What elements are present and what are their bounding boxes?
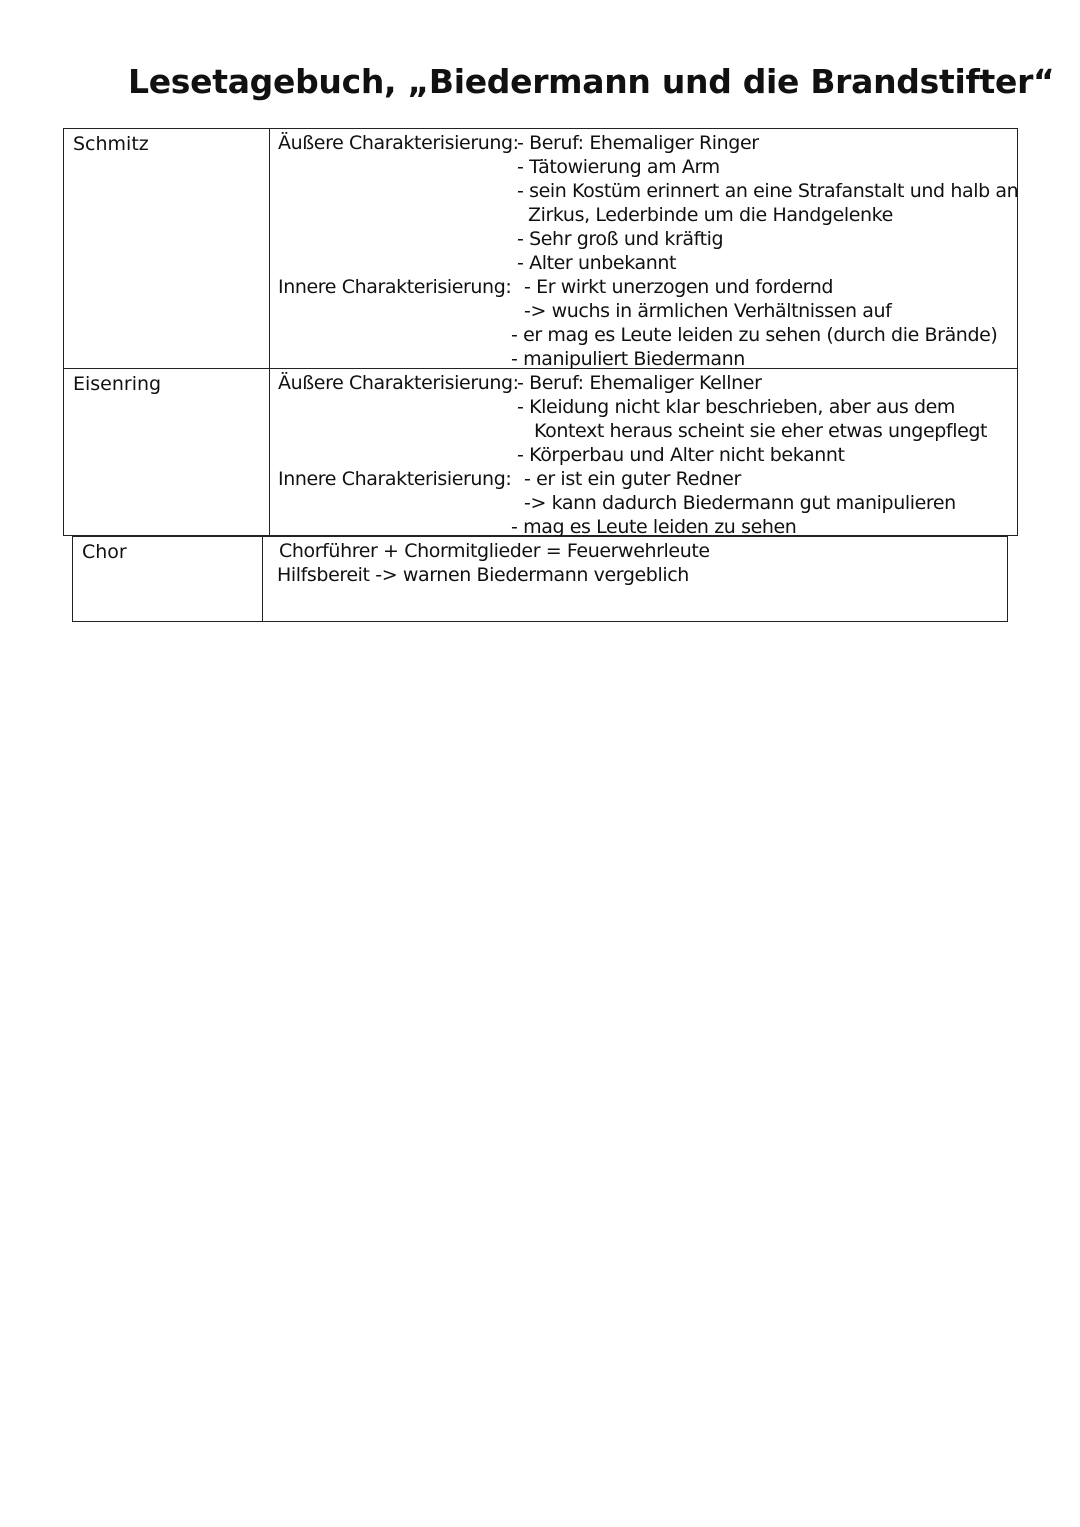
trait-line: - manipuliert Biedermann: [511, 348, 745, 370]
innere-label: Innere Charakterisierung:: [278, 276, 512, 298]
trait-line: -> kann dadurch Biedermann gut manipulieren: [524, 492, 956, 514]
aeussere-label: Äußere Charakterisierung:: [278, 372, 519, 394]
trait-line: - Alter unbekannt: [517, 252, 677, 274]
trait-line: -> wuchs in ärmlichen Verhältnissen auf: [524, 300, 892, 322]
aeussere-label: Äußere Charakterisierung:: [278, 132, 519, 154]
table-row-eisenring: [64, 369, 1017, 538]
trait-line: - er mag es Leute leiden zu sehen (durch die Brände): [511, 324, 998, 346]
character-name: Eisenring: [73, 373, 162, 395]
character-name: Schmitz: [73, 133, 149, 155]
trait-line: - sein Kostüm erinnert an eine Strafanstalt und halb an: [517, 180, 1019, 202]
trait-line: - Körperbau und Alter nicht bekannt: [517, 444, 845, 466]
chor-line: Chorführer + Chormitglieder = Feuerwehrleute: [279, 540, 710, 562]
innere-label: Innere Charakterisierung:: [278, 468, 512, 490]
trait-line: - Tätowierung am Arm: [517, 156, 720, 178]
chor-table: [72, 536, 1008, 622]
name-cell: [64, 129, 270, 368]
character-table: [63, 128, 1018, 536]
page-title: Lesetagebuch, „Biedermann und die Brandstifter“: [128, 62, 1055, 101]
table-row-schmitz: [64, 129, 1017, 369]
trait-line: - Kleidung nicht klar beschrieben, aber aus dem: [517, 396, 956, 418]
name-cell: [64, 369, 270, 535]
name-cell: [73, 537, 263, 621]
trait-line: - Er wirkt unerzogen und fordernd: [524, 276, 833, 298]
chor-line: Hilfsbereit -> warnen Biedermann vergeblich: [277, 564, 689, 586]
character-name: Chor: [82, 541, 127, 563]
trait-line: Zirkus, Lederbinde um die Handgelenke: [528, 204, 893, 226]
trait-line: - mag es Leute leiden zu sehen: [511, 516, 797, 538]
trait-line: - Beruf: Ehemaliger Kellner: [517, 372, 762, 394]
table-row-chor: [73, 537, 1007, 621]
trait-line: Kontext heraus scheint sie eher etwas ungepflegt: [534, 420, 988, 442]
trait-line: - Beruf: Ehemaliger Ringer: [517, 132, 759, 154]
trait-line: - er ist ein guter Redner: [524, 468, 741, 490]
trait-line: - Sehr groß und kräftig: [517, 228, 724, 250]
